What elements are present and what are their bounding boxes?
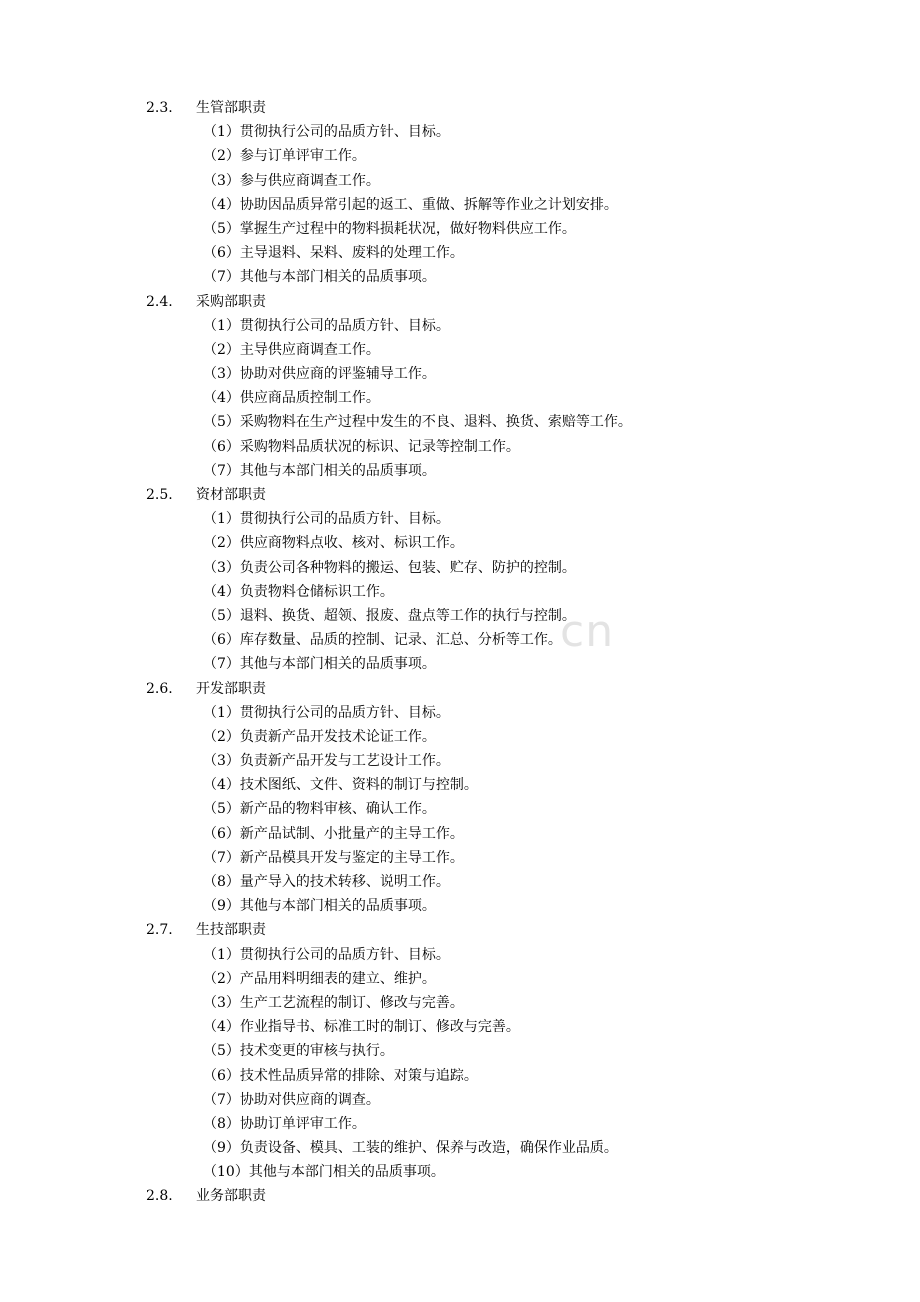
section-2-6 (0, 677, 920, 919)
section-heading (0, 918, 920, 942)
section-number: 2.8. (146, 1188, 173, 1205)
list-item: （9）负责设备、模具、工装的维护、保养与改造，确保作业品质。 (203, 1140, 618, 1157)
section-2-3 (0, 96, 920, 290)
list-item: （6）主导退料、呆料、废料的处理工作。 (203, 245, 464, 262)
list-item: （6）库存数量、品质的控制、记录、汇总、分析等工作。 (203, 632, 562, 649)
list-item: （6）采购物料品质状况的标识、记录等控制工作。 (203, 438, 520, 455)
section-heading (0, 483, 920, 507)
list-item: （5）新产品的物料审核、确认工作。 (203, 801, 436, 818)
list-item: （1）贯彻执行公司的品质方针、目标。 (203, 124, 450, 141)
list-item: （2）产品用料明细表的建立、维护。 (203, 970, 436, 987)
list-item: （5）技术变更的审核与执行。 (203, 1043, 394, 1060)
section-heading (0, 96, 920, 120)
section-2-8 (0, 1184, 920, 1208)
list-item: （4）作业指导书、标准工时的制订、修改与完善。 (203, 1019, 520, 1036)
list-item: （4）协助因品质异常引起的返工、重做、拆解等作业之计划安排。 (203, 196, 618, 213)
section-title: 业务部职责 (196, 1188, 266, 1205)
watermark: cn (560, 606, 615, 657)
list-item: （4）技术图纸、文件、资料的制订与控制。 (203, 777, 478, 794)
section-2-4 (0, 290, 920, 484)
list-item: （9）其他与本部门相关的品质事项。 (203, 898, 436, 915)
list-item: （4）供应商品质控制工作。 (203, 390, 380, 407)
list-item: （5）掌握生产过程中的物料损耗状况，做好物料供应工作。 (203, 220, 576, 237)
list-item: （3）参与供应商调查工作。 (203, 172, 380, 189)
document-page (0, 96, 920, 1209)
list-item: （6）技术性品质异常的排除、对策与追踪。 (203, 1067, 478, 1084)
list-item: （7）新产品模具开发与鉴定的主导工作。 (203, 849, 464, 866)
section-title: 生管部职责 (196, 100, 266, 116)
list-item: （7）协助对供应商的调查。 (203, 1091, 380, 1108)
list-item: （5）采购物料在生产过程中发生的不良、退料、换货、索赔等工作。 (203, 414, 632, 431)
list-item: （7）其他与本部门相关的品质事项。 (203, 269, 436, 286)
list-item: （1）贯彻执行公司的品质方针、目标。 (203, 317, 450, 334)
list-item: （1）贯彻执行公司的品质方针、目标。 (203, 946, 450, 963)
list-item: （7）其他与本部门相关的品质事项。 (203, 462, 436, 479)
section-heading (0, 290, 920, 314)
section-title: 资材部职责 (196, 487, 266, 503)
list-item: （1）贯彻执行公司的品质方针、目标。 (203, 511, 450, 528)
section-2-5 (0, 483, 920, 677)
section-heading (0, 1184, 920, 1208)
list-item: （3）生产工艺流程的制订、修改与完善。 (203, 994, 464, 1011)
list-item: （5）退料、换货、超领、报废、盘点等工作的执行与控制。 (203, 607, 576, 624)
section-number: 2.4. (146, 293, 173, 310)
section-title: 开发部职责 (196, 680, 266, 697)
section-number: 2.7. (146, 922, 173, 939)
section-title: 生技部职责 (196, 922, 266, 939)
list-item: （8）协助订单评审工作。 (203, 1115, 366, 1132)
section-number: 2.6. (146, 680, 173, 697)
list-item: （6）新产品试制、小批量产的主导工作。 (203, 825, 464, 842)
list-item: （10）其他与本部门相关的品质事项。 (203, 1164, 445, 1181)
list-item: （2）负责新产品开发技术论证工作。 (203, 728, 436, 745)
list-item: （3）负责新产品开发与工艺设计工作。 (203, 753, 450, 770)
section-title: 采购部职责 (196, 293, 266, 310)
list-item: （8）量产导入的技术转移、说明工作。 (203, 874, 450, 890)
section-number: 2.3. (146, 100, 173, 116)
list-item: （1）贯彻执行公司的品质方针、目标。 (203, 704, 450, 721)
list-item: （4）负责物料仓储标识工作。 (203, 583, 394, 600)
section-number: 2.5. (146, 487, 173, 503)
list-item: （3）负责公司各种物料的搬运、包装、贮存、防护的控制。 (203, 559, 576, 576)
list-item: （7）其他与本部门相关的品质事项。 (203, 656, 436, 673)
list-item: （2）主导供应商调查工作。 (203, 341, 380, 358)
list-item: （2）参与订单评审工作。 (203, 148, 366, 165)
list-item: （2）供应商物料点收、核对、标识工作。 (203, 535, 464, 552)
section-heading (0, 677, 920, 701)
list-item: （3）协助对供应商的评鉴辅导工作。 (203, 366, 436, 383)
section-2-7 (0, 918, 920, 1184)
